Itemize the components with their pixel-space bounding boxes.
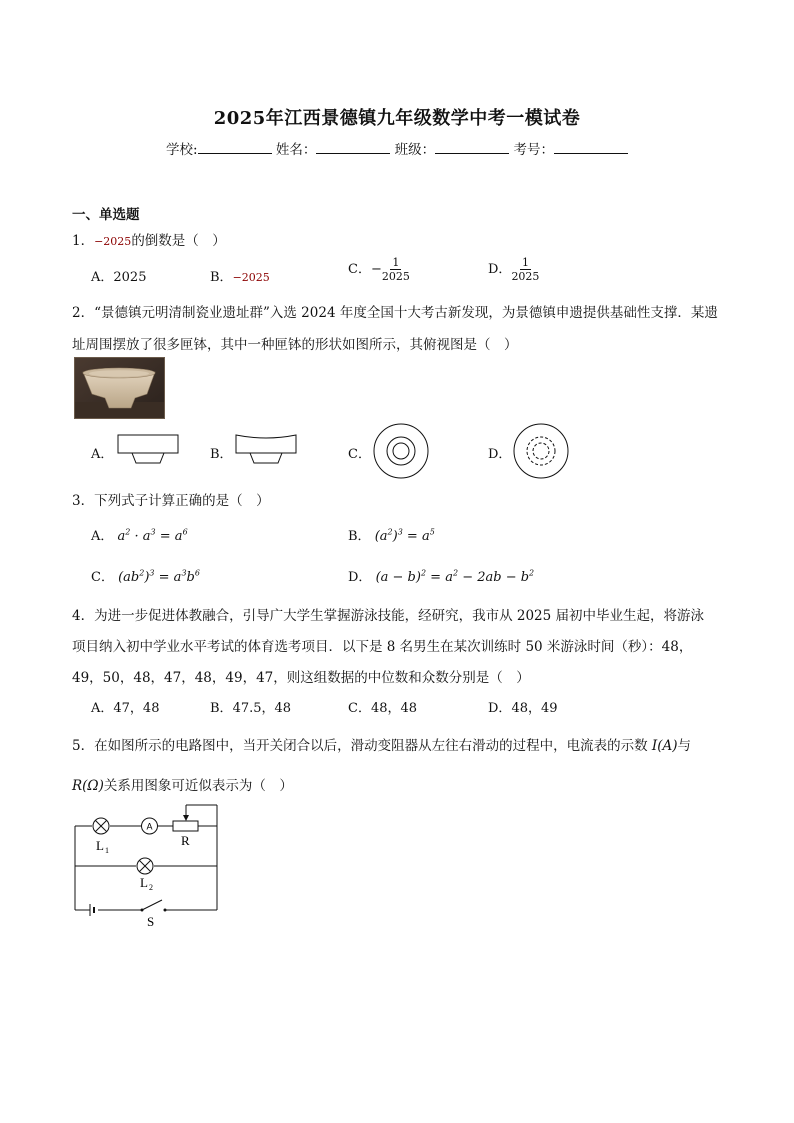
numerator: 1 (392, 256, 400, 269)
question-number: 1． (72, 233, 95, 249)
option-label: A． (91, 529, 114, 544)
switch-label: S (147, 914, 155, 928)
option-label: A． (91, 701, 114, 716)
q4-option-c[interactable] (348, 697, 417, 716)
l1-subscript: 1 (105, 846, 109, 855)
option-value: 47，48 (113, 701, 160, 716)
q1-option-b[interactable] (210, 266, 270, 285)
option-label: C． (348, 262, 371, 277)
name-label: 姓名： (275, 142, 317, 158)
class-blank[interactable] (435, 141, 509, 154)
option-label: D． (488, 701, 512, 716)
option-label: B． (210, 701, 233, 716)
question-4-line-2: 项目纳入初中学业水平考试的体育选考项目．以下是 8 名男生在某次训练时 50 米游泳时间（秒）：48， (72, 639, 693, 655)
l1-label: L (96, 838, 104, 853)
q2-option-b-figure (232, 432, 300, 468)
fraction (382, 256, 410, 283)
q2-option-a-label[interactable]: A． (91, 447, 114, 462)
q2-option-c-label[interactable]: C． (348, 447, 371, 462)
denominator: 2025 (381, 270, 410, 283)
question-5-line-1 (72, 734, 691, 754)
question-2-line-1: 2．“景德镇元明清制瓷业遗址群”入选 2024 年度全国十大考古新发现，为景德镇申遗提供基础性支撑．某遗 (72, 305, 718, 321)
school-blank[interactable] (198, 141, 272, 154)
fraction (511, 256, 539, 283)
numerator: 1 (521, 256, 529, 269)
resistance-symbol: R(Ω) (72, 778, 104, 794)
question-text: 与 (677, 738, 692, 754)
q1-option-a[interactable] (91, 266, 146, 285)
option-value: 2025 (113, 270, 147, 285)
q2-option-d-figure (511, 422, 571, 480)
option-label: A． (91, 270, 114, 285)
formula: $(a^2)^3 = a^5$ (374, 527, 435, 544)
q4-option-b[interactable] (210, 697, 291, 716)
question-text: 的倒数是（ ） (131, 233, 226, 249)
question-text: 关系用图象可近似表示为（ ） (103, 778, 293, 794)
option-sign: − (370, 262, 382, 277)
q2-option-b-label[interactable]: B． (210, 447, 233, 462)
option-label: D． (488, 262, 512, 277)
question-4-line-3: 49，50，48，47，48，49，47，则这组数据的中位数和众数分别是（ ） (72, 670, 530, 686)
option-label: D． (348, 570, 372, 585)
q3-option-c[interactable] (91, 566, 200, 585)
ammeter-label: A (146, 821, 153, 832)
question-3-stem: 3．下列式子计算正确的是（ ） (72, 493, 270, 509)
option-label: C． (348, 701, 371, 716)
sagger-photo (74, 357, 165, 419)
q1-option-d[interactable] (488, 256, 539, 283)
question-1-stem (72, 229, 226, 249)
q3-option-b[interactable] (348, 525, 435, 544)
option-value: −2025 (232, 271, 270, 284)
name-blank[interactable] (316, 141, 390, 154)
option-value: 48，49 (511, 701, 558, 716)
option-label: B． (348, 529, 371, 544)
q3-option-a[interactable] (91, 525, 188, 544)
r-label: R (181, 833, 190, 848)
question-text: 5．在如图所示的电路图中，当开关闭合以后，滑动变阻器从左往右滑动的过程中，电流表的示数 (72, 738, 648, 754)
denominator: 2025 (511, 270, 540, 283)
question-4-line-1: 4．为进一步促进体教融合，引导广大学生掌握游泳技能，经研究，我市从 2025 届初中毕业生起，将游泳 (72, 608, 705, 624)
formula: $(ab^2)^3 = a^3b^6$ (118, 568, 200, 585)
l2-label: L (140, 875, 148, 890)
option-value: 48，48 (370, 701, 418, 716)
option-label: C． (91, 570, 114, 585)
q4-option-a[interactable] (91, 697, 159, 716)
q3-option-d[interactable] (348, 566, 534, 585)
class-label: 班级： (394, 142, 436, 158)
slider-arrowhead (183, 815, 189, 821)
question-5-line-2 (72, 774, 293, 794)
current-symbol: I(A) (647, 738, 678, 754)
section-heading: 一、单选题 (72, 207, 140, 223)
q4-option-d[interactable] (488, 697, 558, 716)
q2-option-d-label[interactable]: D． (488, 447, 512, 462)
q1-option-c[interactable] (348, 256, 410, 283)
question-2-line-2: 址周围摆放了很多匣钵，其中一种匣钵的形状如图所示，其俯视图是（ ） (72, 337, 518, 353)
l2-subscript: 2 (149, 883, 153, 892)
formula: $(a - b)^2 = a^2 - 2ab - b^2$ (375, 568, 535, 585)
school-label: 学校: (166, 142, 198, 158)
exam-no-label: 考号： (513, 142, 554, 158)
formula: $a^2 \cdot a^3 = a^6$ (117, 527, 188, 544)
question-expression: −2025 (94, 235, 132, 248)
q2-option-a-figure (114, 432, 182, 468)
student-info-line (0, 138, 794, 158)
exam-no-blank[interactable] (554, 141, 628, 154)
page-title: 2025年江西景德镇九年级数学中考一模试卷 (213, 108, 581, 129)
option-value: 47.5，48 (232, 701, 292, 716)
circuit-diagram (70, 800, 230, 928)
q2-option-c-figure (371, 422, 431, 480)
option-label: B． (210, 270, 233, 285)
